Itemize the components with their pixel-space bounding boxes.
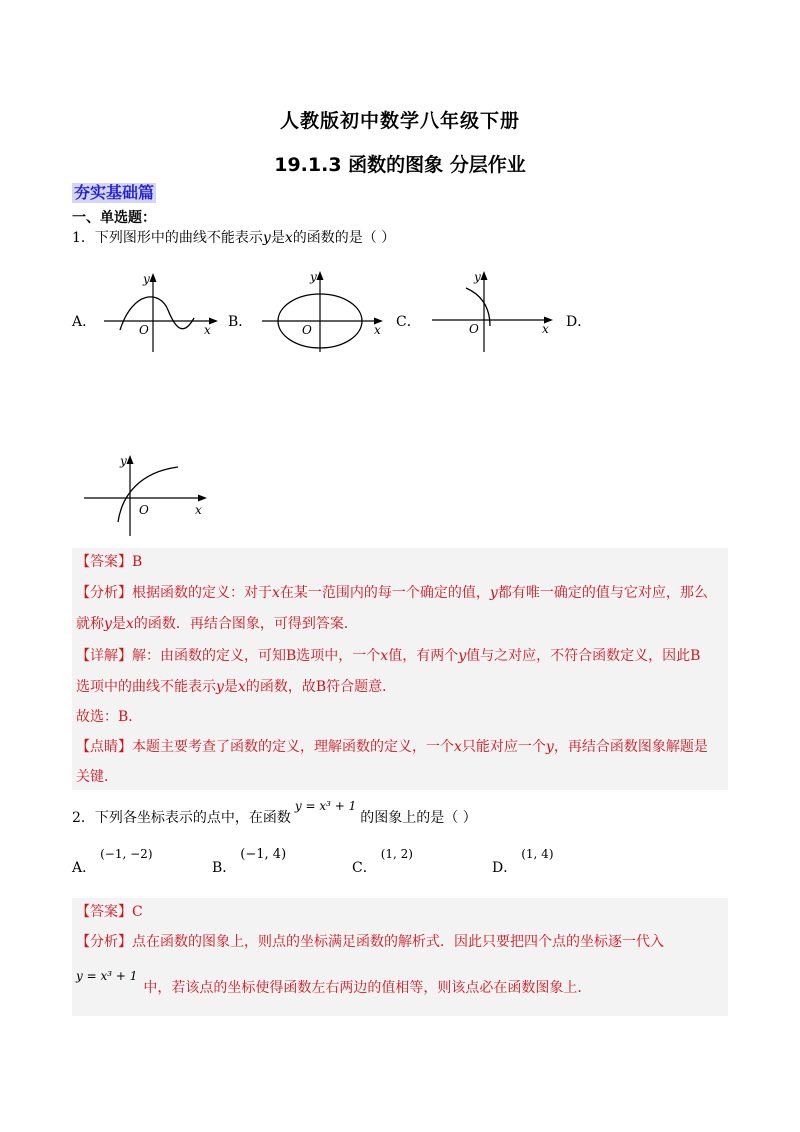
q1-option-c-graph: [428, 266, 558, 354]
q1-comment-line2: 关键．: [76, 769, 118, 785]
q1-analysis-line2: 就称y是x的函数．再结合图象，可得到答案．: [76, 616, 358, 632]
q1-c-axis-y: y: [474, 270, 481, 284]
q2-number: 2．: [72, 810, 95, 826]
q2-stem: 2．下列各坐标表示的点中，在函数y = x³ + 1的图象上的是（ ）: [72, 799, 477, 826]
q2-option-a: A．(−1, −2): [72, 847, 153, 876]
q1-choice: 故选：B．: [76, 709, 143, 725]
q1-a-axis-y: y: [143, 272, 150, 286]
q1-detail-line1: 【详解】解：由函数的定义，可知B选项中，一个x值，有两个y值与之对应，不符合函数定义，因此B: [76, 648, 701, 664]
q1-option-a-graph: [98, 268, 223, 356]
q1-stem: 1．下列图形中的曲线不能表示y是x的函数的是（ ）: [72, 230, 396, 246]
q1-analysis-line1: 【分析】根据函数的定义：对于x在某一范围内的每一个确定的值，y都有唯一确定的值与它对应，那么: [76, 585, 708, 601]
q1-d-axis-y: y: [120, 454, 127, 468]
q1-comment-line1: 【点睛】本题主要考查了函数的定义，理解函数的定义，一个x只能对应一个y，再结合函数图象解题是: [76, 739, 708, 755]
q1-option-b-letter: B．: [228, 314, 253, 330]
q1-c-axis-x: x: [542, 322, 549, 336]
q1-c-origin: O: [469, 322, 479, 336]
page-title: 人教版初中数学八年级下册: [279, 110, 520, 132]
q1-option-d-graph: [82, 450, 212, 538]
q1-solution-box: [72, 548, 728, 790]
q1-option-d-letter: D．: [566, 314, 592, 330]
section-heading: 夯实基础篇: [74, 183, 155, 202]
q1-b-origin: O: [302, 323, 312, 337]
q1-option-b-graph: [258, 266, 388, 354]
question-type-heading: 一、单选题：: [72, 210, 156, 226]
q2-formula: y = x³ + 1: [294, 799, 357, 813]
page-subtitle: 19.1.3 函数的图象 分层作业: [274, 154, 526, 176]
q1-d-axis-x: x: [195, 503, 202, 517]
q1-d-origin: O: [139, 503, 149, 517]
q1-option-a-letter: A．: [72, 314, 97, 330]
q2-answer: 【答案】C: [76, 904, 143, 920]
q1-detail-line2: 选项中的曲线不能表示y是x的函数，故B符合题意．: [76, 679, 397, 695]
q1-option-c-letter: C．: [396, 314, 421, 330]
q1-number: 1．: [72, 230, 95, 246]
q1-a-axis-x: x: [204, 323, 211, 337]
q1-answer: 【答案】B: [76, 554, 143, 570]
q2-option-d: D．(1, 4): [492, 847, 554, 876]
q1-b-axis-x: x: [374, 323, 381, 337]
q2-analysis-line2: y = x³ + 1中，若该点的坐标使得函数左右两边的值相等，则该点必在函数图象上．: [76, 969, 592, 996]
q2-option-c: C．(1, 2): [352, 847, 413, 876]
q1-a-origin: O: [139, 323, 149, 337]
q2-option-b: B．(−1, 4): [212, 847, 287, 876]
q2-solution-box: [72, 898, 728, 1016]
q1-b-axis-y: y: [310, 270, 317, 284]
q2-analysis-formula: y = x³ + 1: [76, 969, 138, 983]
q2-analysis-line1: 【分析】点在函数的图象上，则点的坐标满足函数的解析式．因此只要把四个点的坐标逐一代入: [76, 934, 664, 950]
